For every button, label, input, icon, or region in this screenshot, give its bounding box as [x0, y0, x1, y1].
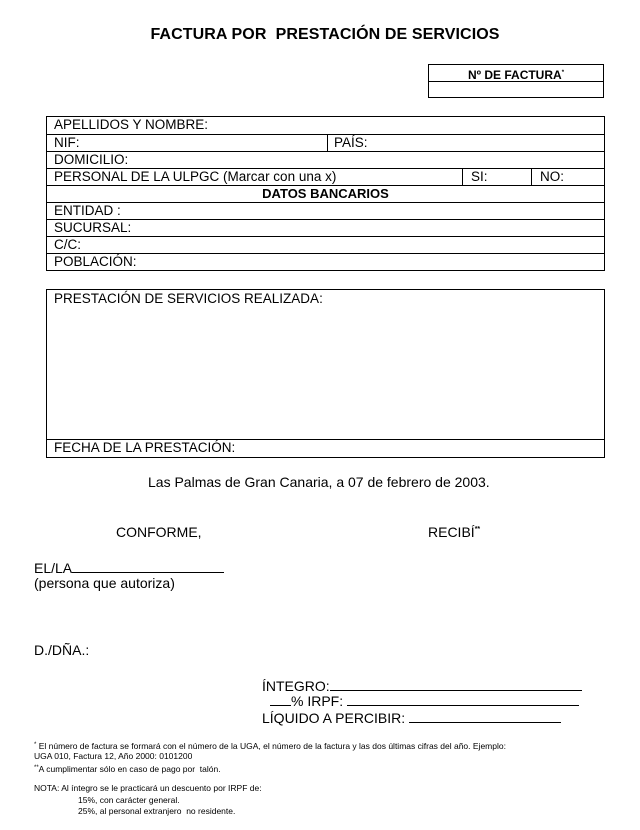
- name-label: APELLIDOS Y NOMBRE:: [54, 117, 209, 132]
- town-label: POBLACIÓN:: [54, 254, 137, 269]
- irpf-label: % IRPF:: [291, 693, 344, 709]
- authorizer-label: (persona que autoriza): [34, 575, 175, 591]
- footnote2-text: A cumplimentar sólo en caso de pago por talón.: [38, 764, 221, 774]
- account-label: C/C:: [54, 237, 81, 252]
- invoice-number-field[interactable]: [429, 82, 603, 98]
- recibi-text: RECIBÍ: [428, 524, 475, 540]
- account-row[interactable]: [47, 236, 604, 253]
- nif-country-row[interactable]: [47, 134, 604, 151]
- yes-no-divider: [531, 169, 532, 185]
- irpf-percent-field[interactable]: [270, 691, 291, 706]
- name-row[interactable]: [47, 117, 604, 134]
- footnote-invoice-number: [34, 740, 506, 752]
- conforme-label: CONFORME,: [116, 524, 202, 540]
- service-date-label: FECHA DE LA PRESTACIÓN:: [54, 440, 236, 455]
- footnote1-line2: UGA 010, Factura 12, Año 2000: 0101200: [34, 751, 193, 761]
- liquido-label: LÍQUIDO A PERCIBIR:: [262, 710, 406, 726]
- irpf-amount-field[interactable]: [347, 691, 579, 706]
- irpf-line: [270, 691, 579, 709]
- el-la-label: EL/LA: [34, 560, 73, 576]
- invoice-number-label: Nº DE FACTURA: [467, 68, 562, 82]
- entity-label: ENTIDAD :: [54, 203, 121, 218]
- branch-label: SUCURSAL:: [54, 220, 132, 235]
- country-label: PAÍS:: [334, 135, 368, 150]
- irpf-note-foreign: 25%, al personal extranjero no residente.: [78, 806, 236, 816]
- recibi-label: [428, 524, 480, 540]
- staff-label: PERSONAL DE LA ULPGC (Marcar con una x): [54, 169, 337, 184]
- services-label: PRESTACIÓN DE SERVICIOS REALIZADA:: [54, 291, 323, 306]
- integro-label: ÍNTEGRO:: [262, 678, 330, 694]
- nif-label: NIF:: [54, 135, 80, 150]
- recibi-footnote-mark: **: [474, 526, 481, 533]
- dona-label: D./DÑA.:: [34, 642, 90, 658]
- footnote1-mark: *: [34, 742, 37, 748]
- bank-heading-row: [47, 185, 604, 202]
- staff-row: [47, 168, 604, 185]
- client-bank-table: [46, 116, 605, 271]
- irpf-note-general: 15%, con carácter general.: [78, 795, 180, 805]
- footnote-check-payment: [34, 763, 221, 775]
- address-label: DOMICILIO:: [54, 152, 129, 167]
- services-box[interactable]: [46, 289, 605, 458]
- irpf-note: NOTA: Al íntegro se le practicará un descuento por IRPF de:: [34, 783, 262, 793]
- address-row[interactable]: [47, 151, 604, 168]
- place-date: Las Palmas de Gran Canaria, a 07 de febrero de 2003.: [148, 474, 490, 490]
- liquido-field[interactable]: [409, 708, 561, 723]
- invoice-number-box[interactable]: [428, 64, 604, 98]
- service-date-row[interactable]: [47, 439, 604, 457]
- page-title: FACTURA POR PRESTACIÓN DE SERVICIOS: [150, 26, 500, 43]
- branch-row[interactable]: [47, 219, 604, 236]
- staff-divider: [462, 169, 463, 185]
- entity-row[interactable]: [47, 202, 604, 219]
- nif-country-divider: [327, 135, 328, 151]
- footnote2-mark: **: [34, 765, 39, 771]
- staff-no-label[interactable]: NO:: [540, 169, 565, 184]
- staff-yes-label[interactable]: SI:: [471, 169, 488, 184]
- el-la-line: [34, 558, 224, 576]
- integro-field[interactable]: [330, 675, 582, 691]
- town-row[interactable]: [47, 253, 604, 270]
- invoice-number-footnote-mark: *: [561, 70, 565, 76]
- footnote1-line1: El número de factura se formará con el número de la UGA, el número de la factura y las dos últimas cifras del año. Ejemplo:: [36, 741, 506, 751]
- liquido-line: [262, 708, 561, 726]
- invoice-number-header: [429, 65, 603, 82]
- bank-heading: DATOS BANCARIOS: [262, 186, 389, 201]
- authorizer-signature-line[interactable]: [72, 558, 224, 573]
